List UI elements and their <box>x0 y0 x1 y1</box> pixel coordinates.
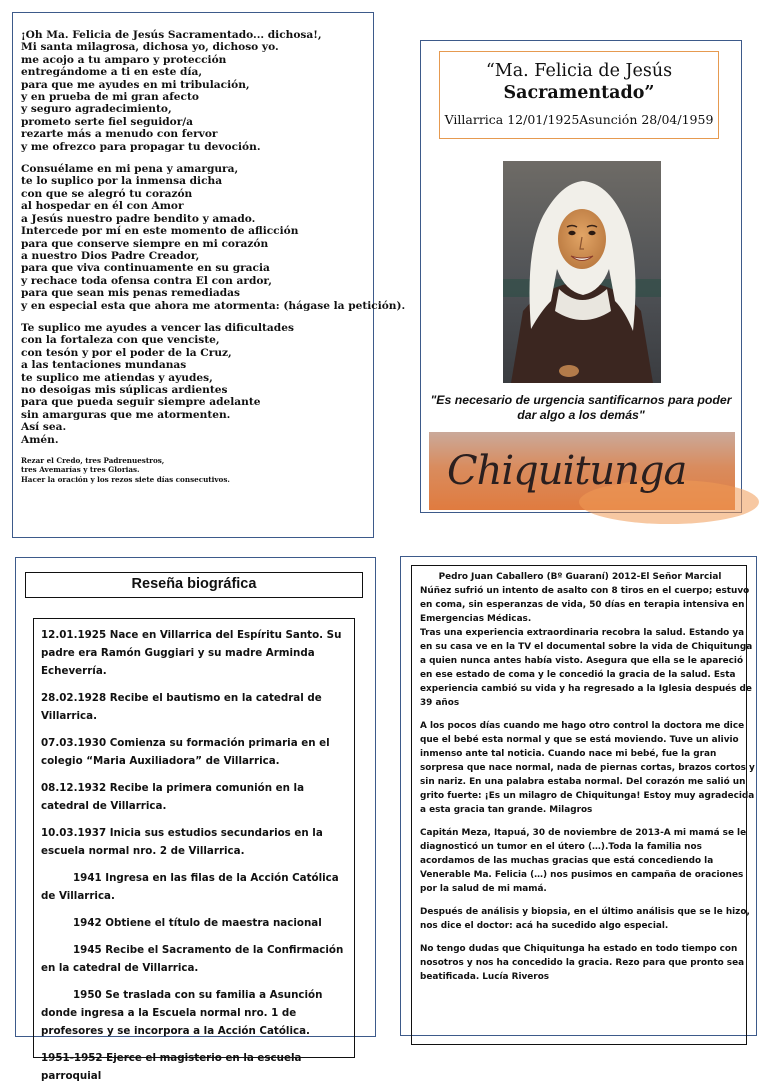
cover-quote <box>427 393 735 422</box>
prayer-instructions <box>21 456 365 484</box>
prayer-stanza-3 <box>21 322 365 446</box>
text-line: nos dice el doctor: acá ha sucedido algo especial. <box>420 921 669 931</box>
text-line: grito fuerte: ¡Es un milagro de Chiquitunga! Estoy muy agradecida <box>420 791 755 801</box>
cover-quote-line2: dar algo a los demás" <box>517 407 645 422</box>
text-line: en su casa ve en la TV el documental sobre la vida de Chiquitunga <box>420 642 753 652</box>
bio-entry: 28.02.1928 Recibe el bautismo en la catedral de Villarrica. <box>41 692 322 722</box>
text-line: sin amarguras que me atormenten. <box>21 408 231 421</box>
text-line: beatificada. Lucía Riveros <box>420 972 550 982</box>
text-line: diagnosticó un tumor en el útero (…).Toda la familia nos <box>420 842 702 852</box>
text-line: a nuestro Dios Padre Creador, <box>21 249 200 262</box>
text-line: acordamos de las muchas gracias que está concediendo la <box>420 856 714 866</box>
text-line: Mi santa milagrosa, dichosa yo, dichoso yo. <box>21 41 279 54</box>
text-line: experiencia cambió su vida y ha regresado a la Iglesia después de <box>420 684 752 694</box>
text-line: Intercede por mí en este momento de aflicción <box>21 225 299 238</box>
text-line: Rezar el Credo, tres Padrenuestros, <box>21 456 165 465</box>
title-box <box>439 51 719 139</box>
text-line: ¡Oh Ma. Felicia de Jesús Sacramentado... dichosa!, <box>21 29 322 41</box>
bio-entry: 1942 Obtiene el título de maestra nacional <box>73 917 322 929</box>
testimony-4 <box>420 905 750 933</box>
text-line: Hacer la oración y los rezos siete días consecutivos. <box>21 474 230 484</box>
text-line: Pedro Juan Caballero (Bº Guaraní) 2012-El Señor Marcial <box>438 572 722 582</box>
testimonies-box <box>411 565 755 1045</box>
text-line: 39 años <box>420 698 460 708</box>
text-line: para que me ayudes en mi tribulación, <box>21 78 250 91</box>
bio-entry: 08.12.1932 Recibe la primera comunión en la catedral de Villarrica. <box>41 782 305 812</box>
text-line: entregándome a ti en este día, <box>21 66 203 79</box>
text-line: y rechace toda ofensa contra El con ardor, <box>21 274 272 287</box>
text-line: a las tentaciones mundanas <box>21 359 187 372</box>
testimony-5 <box>420 942 745 984</box>
testimony-2 <box>420 719 755 817</box>
text-line: a Jesús nuestro padre bendito y amado. <box>21 212 256 225</box>
text-line: que el bebé esta normal y que se está moviendo. Tuve un alivio <box>420 735 739 745</box>
text-line: Venerable Ma. Felicia (…) nos pusimos en campaña de oraciones <box>420 870 744 880</box>
text-line: a quien nunca antes había visto. Asegura que ella se le apareció <box>420 656 744 666</box>
bio-entry: 07.03.1930 Comienza su formación primaria en el colegio “Maria Auxiliadora” de Villarrica. <box>41 737 330 767</box>
text-line: para que pueda seguir siempre adelante <box>21 396 261 409</box>
text-line: para que viva continuamente en su gracia <box>21 262 270 275</box>
text-line: te suplico me atiendas y ayudes, <box>21 371 213 384</box>
testimonies-card <box>400 556 757 1036</box>
text-line: Después de análisis y biopsia, en el último análisis que se le hizo, <box>420 907 750 917</box>
text-line: en coma, sin esperanzas de vida, 50 días en terapia intensiva en <box>420 600 745 610</box>
text-line: para que conserve siempre en mi corazón <box>21 237 269 250</box>
text-line: prometo serte fiel seguidor/a <box>21 115 194 128</box>
text-line: me acojo a tu amparo y protección <box>21 53 227 66</box>
testimony-1 <box>420 570 753 710</box>
prayer-stanza-1 <box>21 29 365 153</box>
text-line: Amén. <box>21 433 59 446</box>
text-line: en ese estado de coma y le concedió la gracia de la salud. Esta <box>420 670 736 680</box>
text-line: y me ofrezco para propagar tu devoción. <box>21 140 261 153</box>
text-line: No tengo dudas que Chiquitunga ha estado en todo tiempo con <box>420 944 738 954</box>
prayer-stanza-2 <box>21 163 406 312</box>
bio-entry: 1945 Recibe el Sacramento de la Confirmación en la catedral de Villarrica. <box>41 944 344 974</box>
text-line: no desoigas mis súplicas ardientes <box>21 383 228 396</box>
bio-entry: 1950 Se traslada con su familia a Asunción donde ingresa a la Escuela normal nro. 1 de profesores y se incorpora a la Acción Católica. <box>41 989 323 1037</box>
bio-entry: 1941 Ingresa en las filas de la Acción Católica de Villarrica. <box>41 872 339 902</box>
text-line: tres Avemarías y tres Glorias. <box>21 465 140 475</box>
prayer-card <box>12 12 406 538</box>
cover-quote-line1: "Es necesario de urgencia santificarnos para poder <box>430 393 732 407</box>
text-line: Emergencias Médicas. <box>420 614 532 624</box>
bio-entry: 10.03.1937 Inicia sus estudios secundarios en la escuela normal nro. 2 de Villarrica. <box>41 827 323 857</box>
text-line: inmenso ante tal noticia. Cuando nace mi bebé, fue la gran <box>420 749 717 759</box>
text-line: Núñez sufrió un intento de asalto con 8 tiros en el cuerpo; estuvo <box>420 586 750 596</box>
text-line: para que sean mis penas remediadas <box>21 287 240 300</box>
cover-title-line1: “Ma. Felicia de Jesús <box>485 61 673 81</box>
nun-portrait-photo <box>503 161 661 383</box>
text-line: por la salud de mi mamá. <box>420 884 547 894</box>
cover-card <box>420 40 742 513</box>
text-line: sorpresa que nace normal, nada de piernas cortas, brazos cortos y <box>420 763 755 773</box>
biography-card <box>15 557 376 1082</box>
text-line: Tras una experiencia extraordinaria recobra la salud. Estando ya <box>420 628 745 638</box>
bio-entry: 1951-1952 Ejerce el magisterio en la escuela parroquial <box>41 1052 302 1082</box>
text-line: a esta gracia tan grande. Milagros <box>420 805 593 815</box>
text-line: sin nariz. En una palabra estaba normal. Del corazón me salió un <box>420 777 746 787</box>
testimony-3 <box>420 826 747 896</box>
bio-entry: 12.01.1925 Nace en Villarrica del Espíritu Santo. Su padre era Ramón Guggiari y su madre Arminda Echeverría. <box>41 629 342 677</box>
text-line: al hospedar en él con Amor <box>21 200 184 213</box>
text-line: nosotros y nos ha concedido la gracia. Rezo para que pronto sea <box>420 958 745 968</box>
signature-text: Chiquitunga <box>447 448 687 494</box>
chiquitunga-signature <box>429 432 735 510</box>
text-line: Capitán Meza, Itapuá, 30 de noviembre de 2013-A mi mamá se le <box>420 828 747 838</box>
text-line: con que se alegró tu corazón <box>21 187 193 200</box>
signature-image <box>429 432 735 510</box>
text-line: A los pocos días cuando me hago otro control la doctora me dice <box>420 721 745 731</box>
text-line: Te suplico me ayudes a vencer las dificultades <box>21 321 294 334</box>
biography-list <box>33 618 355 1082</box>
cover-dates: Villarrica 12/01/1925Asunción 28/04/1959 <box>444 112 714 127</box>
cover-title-line2: Sacramentado” <box>503 83 655 103</box>
text-line: rezarte más a menudo con fervor <box>21 128 218 141</box>
text-line: Así sea. <box>21 421 67 434</box>
text-line: te lo suplico por la inmensa dicha <box>21 175 223 188</box>
text-line: y en prueba de mi gran afecto <box>21 91 199 104</box>
text-line: y seguro agradecimiento, <box>21 103 172 116</box>
text-line: con tesón y por el poder de la Cruz, <box>21 346 232 359</box>
biography-header: Reseña biográfica <box>25 572 363 598</box>
nun-portrait-image <box>503 161 661 383</box>
text-line: y en especial esta que ahora me atormenta: (hágase la petición). <box>21 299 406 312</box>
text-line: Consuélame en mi pena y amargura, <box>21 163 239 176</box>
text-line: con la fortaleza con que venciste, <box>21 334 220 347</box>
